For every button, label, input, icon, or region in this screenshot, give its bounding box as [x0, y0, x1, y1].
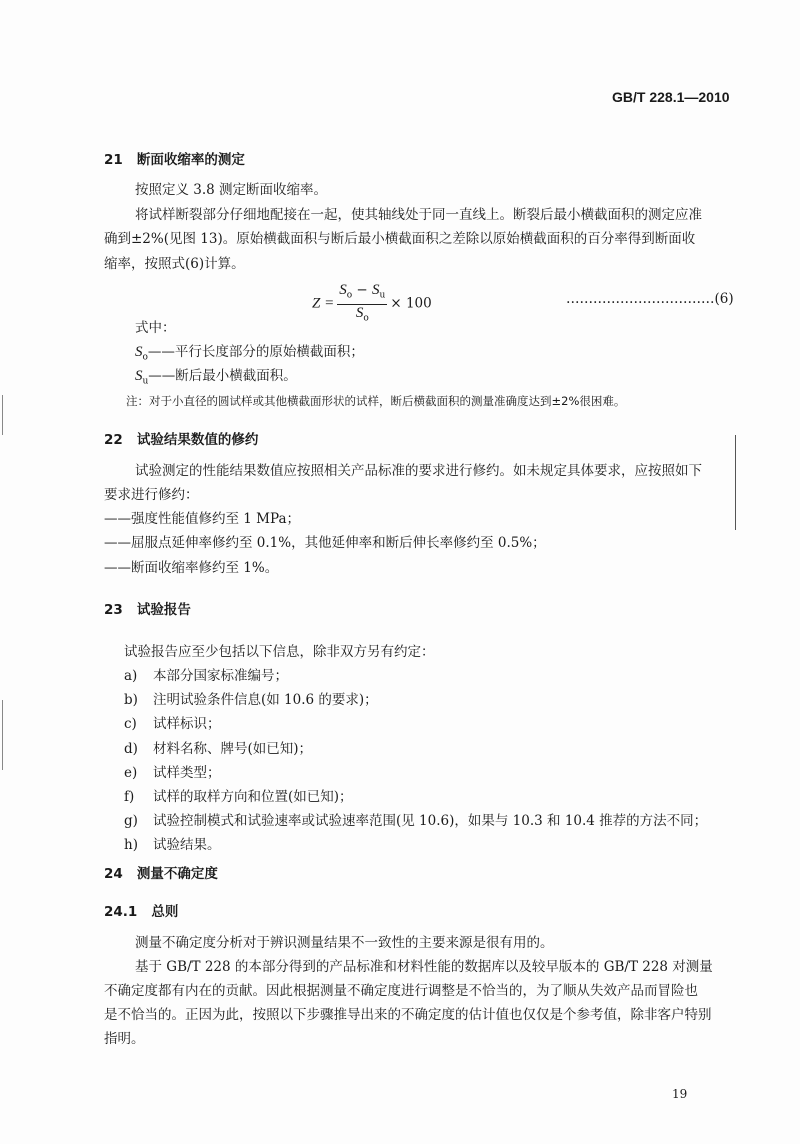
- scan-edge-mark: [2, 700, 3, 770]
- list-marker: d): [124, 740, 138, 757]
- section-title: 试验报告: [136, 602, 191, 618]
- definition: [135, 343, 364, 367]
- list-text: 试验控制模式和试验速率或试验速率范围(见 10.6)，如果与 10.3 和 10.4 推荐的方法不同；: [153, 813, 708, 830]
- report-list-item: [124, 836, 221, 854]
- definition-text: ——断后最小横截面积。: [148, 368, 297, 384]
- list-text: 试验结果。: [153, 837, 221, 854]
- paragraph-line: 基于 GB/T 228 的本部分得到的产品标准和材料性能的数据库以及较早版本的 GB/T 228 对测量: [135, 959, 713, 975]
- section-title: 总则: [151, 904, 179, 920]
- formula-6: [312, 282, 432, 326]
- list-text: 材料名称、牌号(如已知)；: [153, 740, 313, 757]
- scan-margin-line: [735, 435, 736, 530]
- list-marker: h): [124, 837, 138, 854]
- report-list-item: [124, 764, 221, 782]
- report-list-item: [124, 812, 707, 830]
- fraction: [337, 282, 387, 326]
- report-list-item: [124, 740, 312, 758]
- section-title: 试验结果数值的修约: [136, 432, 259, 448]
- list-item: ——屈服点延伸率修约至 0.1%，其他延伸率和断后伸长率修约至 0.5%；: [104, 535, 546, 551]
- list-marker: c): [124, 716, 137, 733]
- formula-multiplier: × 100: [390, 295, 432, 312]
- definition: [135, 367, 297, 391]
- list-text: 本部分国家标准编号；: [153, 668, 288, 684]
- symbol: S: [135, 344, 143, 360]
- section-number: 21: [104, 152, 123, 168]
- scan-edge-mark: [2, 395, 3, 435]
- section-21-heading: [104, 151, 245, 169]
- section-title: 测量不确定度: [136, 866, 218, 882]
- list-marker: e): [124, 764, 138, 781]
- symbol: S: [339, 282, 347, 298]
- section-24-heading: [104, 865, 218, 883]
- section-22-heading: [104, 431, 258, 449]
- report-list-item: [124, 715, 221, 733]
- symbol: S: [135, 368, 143, 384]
- subscript: o: [363, 313, 369, 324]
- list-marker: g): [124, 813, 138, 830]
- section-number: 24.1: [104, 904, 138, 920]
- subsection-24-1-heading: [104, 903, 178, 921]
- list-text: 注明试验条件信息(如 10.6 的要求)；: [153, 692, 378, 709]
- subscript: u: [379, 290, 386, 301]
- section-number: 23: [104, 602, 123, 618]
- section-title: 断面收缩率的测定: [136, 152, 245, 168]
- paragraph-line: 是不恰当的。正因为此，按照以下步骤推导出来的不确定度的估计值也仅仅是个参考值，除非客户特别: [104, 1007, 712, 1023]
- symbol: S: [355, 304, 364, 321]
- subscript: o: [142, 352, 148, 363]
- list-text: 试样类型；: [153, 764, 221, 781]
- paragraph: 测量不确定度分析对于辨识测量结果不一致性的主要来源是很有用的。: [135, 935, 554, 951]
- section-number: 22: [104, 432, 123, 448]
- operator: −: [352, 282, 373, 298]
- symbol: S: [372, 282, 380, 298]
- paragraph-line: 将试样断裂部分仔细地配接在一起，使其轴线处于同一直线上。断裂后最小横截面积的测定应准: [135, 207, 702, 223]
- paragraph-line: 指明。: [104, 1031, 145, 1047]
- paragraph: 按照定义 3.8 测定断面收缩率。: [135, 182, 328, 198]
- paragraph: 试验报告应至少包括以下信息，除非双方另有约定：: [124, 644, 435, 660]
- list-text: 试样标识；: [153, 716, 221, 733]
- report-list-item: [124, 691, 378, 709]
- section-number: 24: [104, 866, 123, 882]
- note: 注：对于小直径的圆试样或其他横截面形状的试样，断后横截面积的测量准确度达到±2%很困难。: [126, 394, 626, 408]
- report-list-item: [124, 788, 353, 806]
- paragraph-line: 确到±2%(见图 13)。原始横截面积与断后最小横截面积之差除以原始横截面积的百分率得到断面收: [104, 231, 696, 247]
- standard-header: GB/T 228.1—2010: [612, 89, 730, 105]
- definition-text: ——平行长度部分的原始横截面积；: [147, 344, 364, 360]
- paragraph-line: 不确定度都有内在的贡献。因此根据测量不确定度进行调整是不恰当的，为了顺从失效产品而冒险也: [104, 983, 698, 999]
- subscript: u: [142, 376, 149, 387]
- subscript: o: [346, 290, 353, 301]
- where-label: 式中：: [135, 320, 176, 336]
- paragraph-line: 缩率，按照式(6)计算。: [104, 256, 245, 272]
- paragraph-line: 试验测定的性能结果数值应按照相关产品标准的要求进行修约。如未规定具体要求，应按照如下: [135, 463, 702, 479]
- formula-lhs: Z =: [312, 295, 335, 312]
- list-marker: b): [124, 692, 138, 709]
- list-marker: f): [124, 789, 135, 805]
- paragraph-line: 要求进行修约：: [104, 487, 199, 503]
- report-list-item: [124, 667, 288, 685]
- equation-number: ……………………………(6): [566, 291, 734, 307]
- list-item: ——强度性能值修约至 1 MPa；: [104, 511, 301, 527]
- list-marker: a): [124, 668, 138, 684]
- section-23-heading: [104, 601, 191, 619]
- list-item: ——断面收缩率修约至 1%。: [104, 560, 279, 576]
- page-number: 19: [672, 1087, 688, 1101]
- list-text: 试样的取样方向和位置(如已知)；: [153, 789, 353, 805]
